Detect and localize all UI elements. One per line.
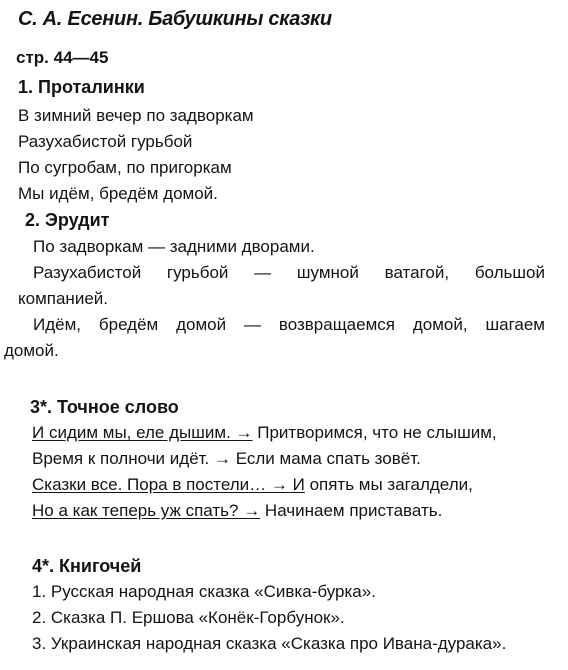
page-reference: стр. 44—45 [16, 48, 109, 67]
underlined-fragment: И сидим мы, еле дышим. → [32, 423, 253, 442]
definition-line: Идём, бредём домой — возвращаемся домой, шагаем [33, 315, 545, 334]
underlined-fragment: Сказки все. Пора в постели… → И [32, 475, 305, 494]
section-4-heading: 4*. Книгочей [32, 556, 142, 576]
list-item: 1. Русская народная сказка «Сивка-бурка». [32, 582, 376, 601]
page-title: С. А. Есенин. Бабушкины сказки [18, 8, 332, 30]
row-text: Притворимся, что не слышим, [252, 423, 497, 442]
definition-line-continued: домой. [4, 341, 59, 360]
list-item: 2. Сказка П. Ершова «Конёк-Горбунок». [32, 608, 345, 627]
text-row [32, 501, 442, 521]
section-3-heading: 3*. Точное слово [30, 397, 179, 417]
row-text: Начинаем приставать. [260, 501, 443, 520]
definition-line: Разухабистой гурьбой — шумной ватагой, большой [33, 263, 545, 282]
definition-line-continued: компанией. [18, 289, 108, 308]
underlined-fragment: Но а как теперь уж спать? → [32, 501, 261, 520]
poem-line: В зимний вечер по задворкам [18, 106, 254, 125]
definition-line: По задворкам — задними дворами. [33, 237, 315, 256]
section-2-heading: 2. Эрудит [25, 210, 110, 230]
row-text: опять мы загалдели, [304, 475, 473, 494]
text-row [32, 475, 473, 495]
poem-line: Разухабистой гурьбой [18, 132, 193, 151]
section-1-heading: 1. Проталинки [18, 77, 145, 97]
list-item: 3. Украинская народная сказка «Сказка про Ивана-дурака». [32, 634, 507, 653]
poem-line: По сугробам, по пригоркам [18, 158, 232, 177]
row-text: Время к полночи идёт. → Если мама спать зовёт. [32, 449, 421, 468]
text-row [32, 423, 497, 443]
poem-line: Мы идём, бредём домой. [18, 184, 218, 203]
text-row [32, 449, 421, 469]
